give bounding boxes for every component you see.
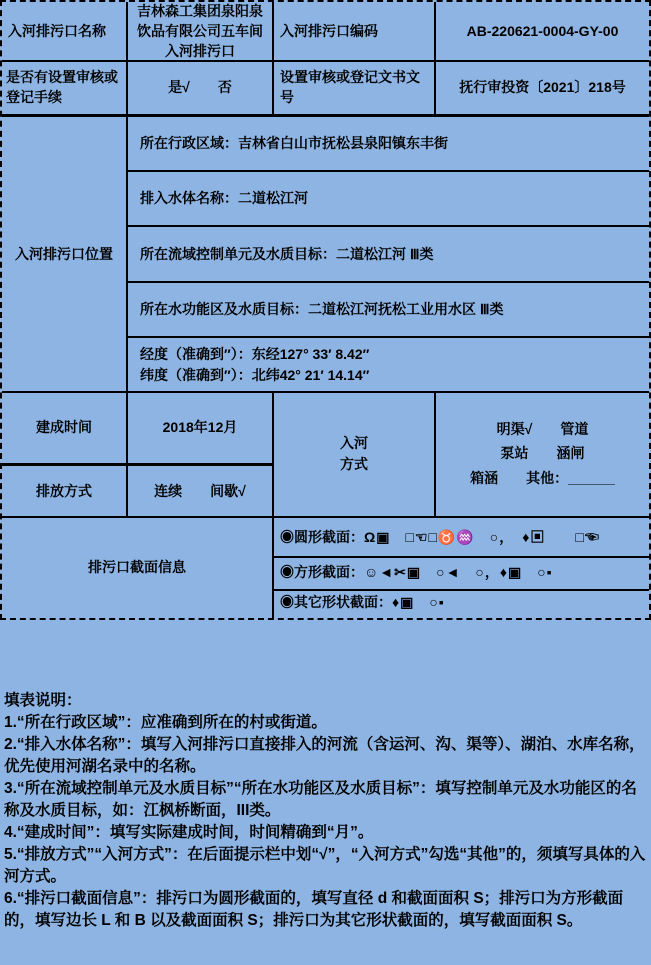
note-item-5: 5.“排放方式”“入河方式”：在后面提示栏中划“√”，“入河方式”勾选“其他”的，须填写具体的入河方式。 xyxy=(4,846,646,885)
built-time-value: 2018年12月 xyxy=(162,418,238,435)
inflow-option-pump-culvert-gate: 泵站 涵闸 xyxy=(500,445,585,462)
approval-yes-no-value: 是√ 否 xyxy=(168,78,232,95)
location-control-unit: 所在流域控制单元及水质目标：二道松江河 Ⅲ类 xyxy=(140,245,434,262)
cross-section-circular-row xyxy=(274,518,649,556)
cross-section-label: 排污口截面信息 xyxy=(88,558,186,575)
note-item-4: 4.“建成时间”：填写实际建成时间，时间精确到“月”。 xyxy=(4,824,374,841)
other-section-symbols: ♦▣ ○▪ xyxy=(392,594,445,611)
location-water-body: 排入水体名称：二道松江河 xyxy=(140,190,308,207)
approval-question-label: 是否有设置审核或登记手续 xyxy=(6,68,118,105)
location-coordinates xyxy=(128,338,649,391)
inflow-mode-label-line2: 方式 xyxy=(340,455,368,472)
notes-title: 填表说明： xyxy=(4,692,82,709)
other-section-label: ◉其它形状截面： xyxy=(280,594,392,611)
note-item-6: 6.“排污口截面信息”：排污口为圆形截面的，填写直径 d 和截面面积 S；排污口为方形截面的，填写边长 L 和 B 以及截面面积 S；排污口为其它形状截面的，填写截面面积 S。 xyxy=(4,890,624,929)
inflow-option-open-channel-pipe: 明渠√ 管道 xyxy=(496,420,589,437)
location-section-label: 入河排污口位置 xyxy=(15,245,113,262)
square-section-symbols: ☺◄✂▣ ○◄ ○，♦▣ ○▪ xyxy=(364,564,553,581)
outfall-code-value: AB-220621-0004-GY-00 xyxy=(466,22,619,39)
outfall-code-label: 入河排污口编码 xyxy=(280,22,378,39)
inflow-option-box-culvert-other: 箱涵 其他：______ xyxy=(470,469,615,486)
note-item-1: 1.“所在行政区域”：应准确到所在的村或街道。 xyxy=(4,714,327,731)
square-section-label: ◉方形截面： xyxy=(280,564,364,581)
location-water-function-zone: 所在水功能区及水质目标：二道松江河抚松工业用水区 Ⅲ类 xyxy=(140,301,504,318)
discharge-mode-label: 排放方式 xyxy=(36,482,92,499)
cross-section-square-row xyxy=(274,556,649,589)
approval-doc-value: 抚行审投资〔2021〕218号 xyxy=(459,78,626,95)
latitude-value: 纬度（准确到″）：北纬42° 21′ 14.14″ xyxy=(140,366,370,383)
circular-section-label: ◉圆形截面： xyxy=(280,528,364,545)
outfall-name-label: 入河排污口名称 xyxy=(8,22,106,39)
outfall-name-value: 吉林森工集团泉阳泉饮品有限公司五车间入河排污口 xyxy=(137,2,263,60)
cross-section-other-row xyxy=(274,589,649,616)
circular-section-symbols: Ω▣ □☜□♉♒ ○， ♦▣ □☜ xyxy=(364,528,600,545)
note-item-2: 2.“排入水体名称”：填写入河排污口直接排入的河流（含运河、沟、渠等）、湖泊、水库名称，优先使用河湖名录中的名称。 xyxy=(4,736,645,775)
approval-doc-label: 设置审核或登记文书文号 xyxy=(280,68,420,105)
inflow-mode-options xyxy=(436,391,649,516)
longitude-value: 经度（准确到″）：东经127° 33′ 8.42″ xyxy=(140,346,370,363)
inflow-mode-label-line1: 入河 xyxy=(340,435,368,452)
form-notes-section xyxy=(4,690,648,932)
discharge-mode-value: 连续 间歇√ xyxy=(154,482,246,499)
location-admin-region: 所在行政区域：吉林省白山市抚松县泉阳镇东丰街 xyxy=(140,135,448,152)
built-time-label: 建成时间 xyxy=(36,418,92,435)
inflow-mode-label xyxy=(274,391,434,516)
note-item-3: 3.“所在流域控制单元及水质目标”“所在水功能区及水质目标”：填写控制单元及水功能区的名称及水质目标，如：江枫桥断面，III类。 xyxy=(4,780,637,819)
